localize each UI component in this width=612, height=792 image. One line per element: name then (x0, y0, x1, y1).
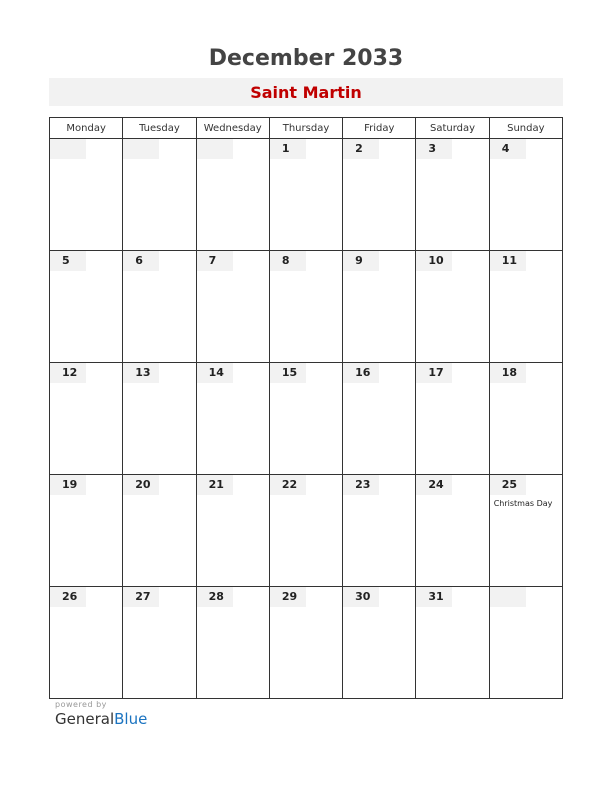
calendar-title: December 2033 (208, 46, 404, 71)
day-cell[interactable] (489, 363, 562, 475)
day-cell[interactable] (489, 251, 562, 363)
day-cell[interactable] (269, 363, 342, 475)
weekday-header: Monday (50, 118, 123, 139)
day-number: 11 (490, 251, 526, 271)
day-cell[interactable] (416, 363, 489, 475)
day-number (197, 139, 233, 159)
day-number: 2 (343, 139, 379, 159)
day-cell[interactable] (343, 251, 416, 363)
day-number: 7 (197, 251, 233, 271)
day-cell[interactable] (416, 251, 489, 363)
brand-general: General (55, 710, 115, 728)
footer (55, 700, 147, 728)
day-number: 20 (123, 475, 159, 495)
day-number: 29 (270, 587, 306, 607)
day-number (50, 139, 86, 159)
weekday-header: Tuesday (123, 118, 196, 139)
day-cell[interactable] (343, 363, 416, 475)
week-row (50, 251, 563, 363)
powered-by-text: powered by (55, 700, 107, 709)
day-cell[interactable] (196, 363, 269, 475)
brand-blue: Blue (114, 710, 148, 728)
day-number: 8 (270, 251, 306, 271)
day-number: 17 (416, 363, 452, 383)
day-number: 1 (270, 139, 306, 159)
day-number (123, 139, 159, 159)
holiday-label: Christmas Day (493, 499, 553, 508)
day-number: 5 (50, 251, 86, 271)
day-number (490, 587, 526, 607)
weekday-header: Thursday (269, 118, 342, 139)
day-number: 16 (343, 363, 379, 383)
weekday-header: Sunday (489, 118, 562, 139)
day-cell[interactable] (196, 251, 269, 363)
day-number: 30 (343, 587, 379, 607)
day-cell[interactable] (269, 475, 342, 587)
day-number: 18 (490, 363, 526, 383)
day-cell[interactable] (416, 139, 489, 251)
day-number: 31 (416, 587, 452, 607)
day-number: 15 (270, 363, 306, 383)
day-number: 9 (343, 251, 379, 271)
day-cell[interactable] (489, 475, 562, 587)
day-cell[interactable] (196, 139, 269, 251)
weekday-header-row (50, 118, 563, 139)
day-cell[interactable] (416, 587, 489, 699)
day-cell[interactable] (343, 475, 416, 587)
weekday-header: Saturday (416, 118, 489, 139)
day-number: 10 (416, 251, 452, 271)
day-number: 28 (197, 587, 233, 607)
day-number: 22 (270, 475, 306, 495)
day-cell[interactable] (123, 251, 196, 363)
day-cell[interactable] (269, 251, 342, 363)
day-cell[interactable] (123, 587, 196, 699)
day-cell[interactable] (343, 587, 416, 699)
day-number: 19 (50, 475, 86, 495)
day-number: 4 (490, 139, 526, 159)
week-row (50, 587, 563, 699)
day-cell[interactable] (489, 139, 562, 251)
week-row (50, 139, 563, 251)
day-cell[interactable] (123, 475, 196, 587)
day-cell[interactable] (50, 587, 123, 699)
day-number: 14 (197, 363, 233, 383)
day-number: 12 (50, 363, 86, 383)
day-number: 3 (416, 139, 452, 159)
day-cell[interactable] (123, 363, 196, 475)
day-number: 6 (123, 251, 159, 271)
day-cell[interactable] (343, 139, 416, 251)
generalblue-logo[interactable] (55, 710, 147, 728)
day-cell[interactable] (50, 363, 123, 475)
day-cell[interactable] (123, 139, 196, 251)
day-cell[interactable] (196, 587, 269, 699)
weekday-header: Friday (343, 118, 416, 139)
day-cell[interactable] (416, 475, 489, 587)
week-row (50, 363, 563, 475)
day-number: 24 (416, 475, 452, 495)
day-cell[interactable] (489, 587, 562, 699)
region-banner (49, 78, 563, 106)
day-number: 27 (123, 587, 159, 607)
day-number: 23 (343, 475, 379, 495)
week-row (50, 475, 563, 587)
weekday-header: Wednesday (196, 118, 269, 139)
day-cell[interactable] (50, 251, 123, 363)
day-number: 26 (50, 587, 86, 607)
day-number: 25 (490, 475, 526, 495)
day-cell[interactable] (269, 587, 342, 699)
day-number: 13 (123, 363, 159, 383)
day-cell[interactable] (50, 139, 123, 251)
day-cell[interactable] (269, 139, 342, 251)
day-cell[interactable] (50, 475, 123, 587)
calendar-grid (49, 117, 563, 699)
day-number: 21 (197, 475, 233, 495)
region-name: Saint Martin (250, 83, 362, 102)
day-cell[interactable] (196, 475, 269, 587)
